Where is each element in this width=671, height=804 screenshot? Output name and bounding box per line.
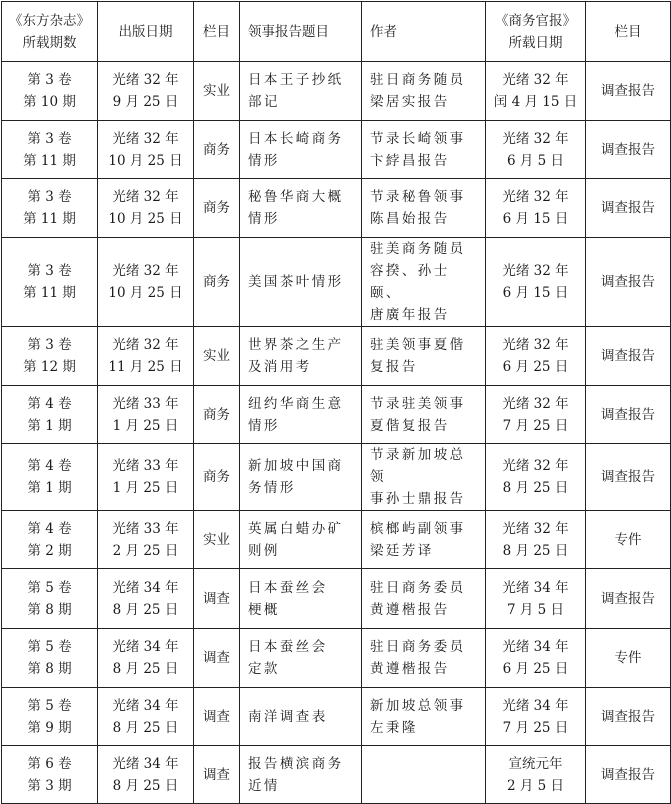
cell-text: 光绪 32 年 8 月 25 日 — [502, 458, 569, 496]
publish-date-cell — [98, 62, 194, 121]
cell-text: 光绪 33 年 1 月 25 日 — [112, 458, 179, 496]
cell-text: 调查 — [203, 708, 230, 725]
cell-text: 调查 — [203, 590, 230, 607]
author-cell — [362, 121, 486, 179]
cell-text: 第 5 卷 第 8 期 — [27, 639, 72, 677]
cell-text: 专件 — [614, 531, 642, 548]
cell-text: 商务 — [203, 406, 230, 423]
cell-text: 实业 — [203, 83, 230, 99]
cell-text: 商务 — [203, 469, 230, 485]
column-2-cell — [586, 238, 671, 327]
cell-text: 第 3 卷 第 10 期 — [23, 72, 76, 110]
issue-cell — [2, 386, 98, 444]
issue-cell — [2, 62, 98, 121]
cell-text: 调查报告 — [601, 274, 655, 290]
cell-text: 新加坡总领事 左秉隆 — [370, 697, 466, 736]
cell-text: 槟榔屿副领事 梁廷芳译 — [370, 520, 466, 559]
cell-text: 光绪 32 年 闰 4 月 15 日 — [493, 72, 578, 110]
issue-cell — [2, 629, 98, 688]
issue-cell — [2, 746, 98, 804]
cell-text: 光绪 32 年 7 月 25 日 — [502, 395, 569, 434]
cell-text: 光绪 34 年 7 月 5 日 — [502, 579, 569, 618]
table-row — [2, 62, 671, 121]
cell-text: 驻美商务随员 容揆、孙士颐、 唐廣年报告 — [370, 241, 466, 323]
publish-date-cell — [98, 238, 194, 327]
issue-cell — [2, 238, 98, 327]
column-cell — [194, 179, 240, 238]
cell-text: 商务 — [203, 274, 230, 290]
cell-text: 调查报告 — [601, 406, 655, 423]
cell-text: 宣统元年 2 月 5 日 — [506, 755, 565, 794]
cell-text: 驻美领事夏偕 复报告 — [370, 337, 466, 375]
cell-text: 第 3 卷 第 11 期 — [23, 263, 76, 301]
cell-text: 第 4 卷 第 1 期 — [27, 458, 72, 496]
cell-text: 光绪 34 年 8 月 25 日 — [112, 697, 179, 736]
report-title-cell — [240, 327, 362, 386]
report-title-cell — [240, 386, 362, 444]
table-row — [2, 179, 671, 238]
table-row — [2, 121, 671, 179]
cell-text: 调查报告 — [601, 83, 655, 99]
shangwu-date-cell — [486, 238, 586, 327]
shangwu-date-cell — [486, 746, 586, 804]
cell-text: 日本蚕丝会 梗概 — [248, 579, 328, 618]
cell-text: 商务 — [203, 141, 230, 158]
header-shangwu-date: 《商务官报》 所载日期 — [486, 2, 586, 62]
report-title-cell — [240, 511, 362, 569]
cell-text: 光绪 34 年 6 月 25 日 — [502, 639, 569, 677]
publish-date-cell — [98, 444, 194, 511]
cell-text: 节录新加坡总领 事孙士鼎报告 — [370, 447, 466, 507]
column-cell — [194, 444, 240, 511]
report-title-cell — [240, 569, 362, 629]
cell-text: 第 4 卷 第 2 期 — [27, 520, 72, 559]
cell-text: 调查报告 — [601, 200, 655, 216]
cell-text: 日本王子抄纸 部记 — [248, 72, 344, 110]
shangwu-date-cell — [486, 569, 586, 629]
column-cell — [194, 238, 240, 327]
cell-text: 调查报告 — [601, 469, 655, 485]
cell-text: 光绪 32 年 10 月 25 日 — [108, 263, 183, 301]
column-2-cell — [586, 62, 671, 121]
table-row — [2, 444, 671, 511]
shangwu-date-cell — [486, 444, 586, 511]
publish-date-cell — [98, 629, 194, 688]
cell-text: 日本蚕丝会 定款 — [248, 639, 328, 677]
report-title-cell — [240, 238, 362, 327]
column-cell — [194, 511, 240, 569]
column-2-cell — [586, 629, 671, 688]
consular-report-table — [1, 1, 671, 804]
table-row — [2, 511, 671, 569]
cell-text: 光绪 32 年 6 月 25 日 — [502, 337, 569, 375]
author-cell — [362, 327, 486, 386]
table-header-row — [2, 2, 671, 62]
issue-cell — [2, 569, 98, 629]
publish-date-cell — [98, 569, 194, 629]
publish-date-cell — [98, 121, 194, 179]
shangwu-date-cell — [486, 688, 586, 746]
cell-text: 调查 — [203, 766, 230, 783]
cell-text: 调查报告 — [601, 141, 655, 158]
cell-text: 第 5 卷 第 8 期 — [27, 579, 72, 618]
cell-text: 调查报告 — [601, 708, 655, 725]
table-row — [2, 688, 671, 746]
cell-text: 美国茶叶情形 — [248, 274, 344, 290]
cell-text: 节录驻美领事 夏偕复报告 — [370, 395, 466, 434]
cell-text: 驻日商务随员 梁居实报告 — [370, 72, 466, 110]
issue-cell — [2, 179, 98, 238]
table-row — [2, 238, 671, 327]
report-title-cell — [240, 688, 362, 746]
cell-text: 调查报告 — [601, 590, 655, 607]
column-cell — [194, 386, 240, 444]
report-title-cell — [240, 629, 362, 688]
table-row — [2, 746, 671, 804]
author-cell — [362, 444, 486, 511]
table-row — [2, 629, 671, 688]
report-title-cell — [240, 179, 362, 238]
shangwu-date-cell — [486, 327, 586, 386]
table-row — [2, 327, 671, 386]
cell-text: 驻日商务委员 黄遵楷报告 — [370, 639, 466, 677]
cell-text: 驻日商务委员 黄遵楷报告 — [370, 579, 466, 618]
author-cell — [362, 688, 486, 746]
publish-date-cell — [98, 386, 194, 444]
shangwu-date-cell — [486, 121, 586, 179]
cell-text: 光绪 32 年 10 月 25 日 — [108, 189, 183, 227]
author-cell — [362, 511, 486, 569]
cell-text: 光绪 34 年 8 月 25 日 — [112, 755, 179, 794]
header-publish-date: 出版日期 — [98, 2, 194, 62]
column-cell — [194, 629, 240, 688]
cell-text: 调查报告 — [601, 348, 655, 364]
cell-text: 专件 — [614, 650, 642, 666]
shangwu-date-cell — [486, 62, 586, 121]
publish-date-cell — [98, 327, 194, 386]
author-cell — [362, 238, 486, 327]
issue-cell — [2, 444, 98, 511]
cell-text: 第 6 卷 第 3 期 — [27, 755, 72, 794]
shangwu-date-cell — [486, 511, 586, 569]
author-cell — [362, 629, 486, 688]
column-2-cell — [586, 746, 671, 804]
cell-text: 光绪 32 年 11 月 25 日 — [108, 337, 183, 375]
publish-date-cell — [98, 179, 194, 238]
issue-cell — [2, 688, 98, 746]
issue-cell — [2, 511, 98, 569]
column-cell — [194, 688, 240, 746]
header-author: 作者 — [362, 2, 486, 62]
cell-text: 光绪 32 年 6 月 5 日 — [502, 130, 569, 169]
cell-text: 第 4 卷 第 1 期 — [27, 395, 72, 434]
cell-text: 英属白蜡办矿 则例 — [248, 520, 344, 559]
cell-text: 调查 — [203, 650, 230, 666]
cell-text: 光绪 33 年 1 月 25 日 — [112, 395, 179, 434]
publish-date-cell — [98, 746, 194, 804]
report-title-cell — [240, 444, 362, 511]
column-cell — [194, 327, 240, 386]
shangwu-date-cell — [486, 386, 586, 444]
cell-text: 第 3 卷 第 11 期 — [23, 130, 76, 169]
author-cell — [362, 746, 486, 804]
report-title-cell — [240, 62, 362, 121]
cell-text: 商务 — [203, 200, 230, 216]
column-cell — [194, 62, 240, 121]
header-report-title: 领事报告题目 — [240, 2, 362, 62]
table-body — [2, 62, 671, 804]
shangwu-date-cell — [486, 629, 586, 688]
column-2-cell — [586, 179, 671, 238]
author-cell — [362, 569, 486, 629]
table-row — [2, 386, 671, 444]
header-column: 栏目 — [194, 2, 240, 62]
column-2-cell — [586, 121, 671, 179]
report-title-cell — [240, 121, 362, 179]
cell-text: 光绪 33 年 2 月 25 日 — [112, 520, 179, 559]
cell-text: 节录秘鲁领事 陈昌始报告 — [370, 189, 466, 227]
cell-text: 光绪 32 年 10 月 25 日 — [108, 130, 183, 169]
cell-text: 第 3 卷 第 12 期 — [23, 337, 76, 375]
cell-text: 光绪 34 年 8 月 25 日 — [112, 579, 179, 618]
cell-text: 南洋调查表 — [248, 708, 328, 725]
cell-text: 光绪 32 年 6 月 15 日 — [502, 189, 569, 227]
cell-text: 日本长崎商务 情形 — [248, 130, 344, 169]
shangwu-date-cell — [486, 179, 586, 238]
issue-cell — [2, 327, 98, 386]
cell-text: 秘鲁华商大概 情形 — [248, 189, 344, 227]
column-2-cell — [586, 569, 671, 629]
column-2-cell — [586, 511, 671, 569]
column-cell — [194, 569, 240, 629]
column-cell — [194, 121, 240, 179]
author-cell — [362, 386, 486, 444]
cell-text: 节录长崎领事 卞綍昌报告 — [370, 130, 466, 169]
cell-text: 光绪 34 年 8 月 25 日 — [112, 639, 179, 677]
publish-date-cell — [98, 511, 194, 569]
header-dongfang-issue: 《东方杂志》 所载期数 — [2, 2, 98, 62]
column-2-cell — [586, 386, 671, 444]
cell-text: 光绪 32 年 9 月 25 日 — [112, 72, 179, 110]
author-cell — [362, 62, 486, 121]
column-cell — [194, 746, 240, 804]
cell-text: 光绪 32 年 6 月 15 日 — [502, 263, 569, 301]
cell-text: 实业 — [203, 348, 230, 364]
column-2-cell — [586, 327, 671, 386]
cell-text: 纽约华商生意 情形 — [248, 395, 344, 434]
column-2-cell — [586, 688, 671, 746]
cell-text: 实业 — [203, 531, 230, 548]
author-cell — [362, 179, 486, 238]
report-title-cell — [240, 746, 362, 804]
publish-date-cell — [98, 688, 194, 746]
issue-cell — [2, 121, 98, 179]
header-column-2: 栏目 — [586, 2, 671, 62]
cell-text: 第 3 卷 第 11 期 — [23, 189, 76, 227]
column-2-cell — [586, 444, 671, 511]
cell-text: 报告横滨商务 近情 — [248, 755, 344, 794]
cell-text: 光绪 32 年 8 月 25 日 — [502, 520, 569, 559]
cell-text: 新加坡中国商 务情形 — [248, 458, 344, 496]
table-row — [2, 569, 671, 629]
cell-text: 世界茶之生产 及消用考 — [248, 337, 344, 375]
cell-text: 第 5 卷 第 9 期 — [27, 697, 72, 736]
cell-text: 光绪 34 年 7 月 25 日 — [502, 697, 569, 736]
cell-text: 调查报告 — [601, 766, 655, 783]
